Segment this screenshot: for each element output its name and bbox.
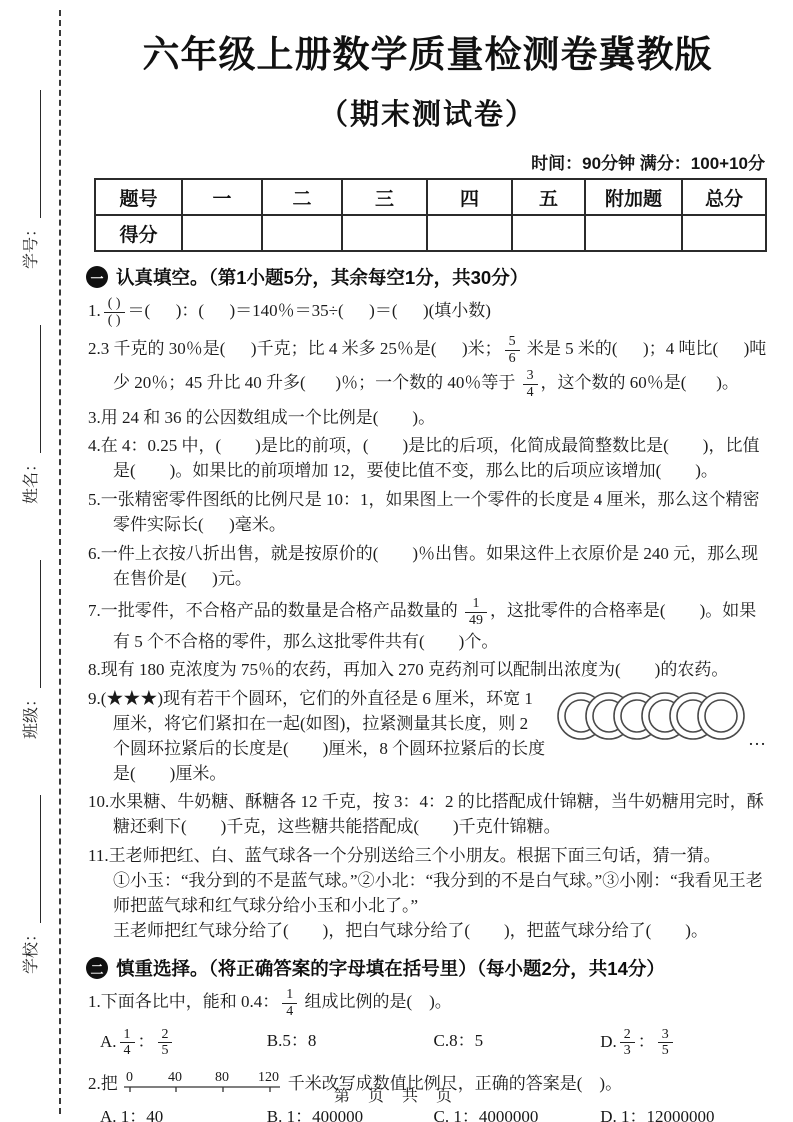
score-header-cell: 一: [182, 179, 262, 215]
class-blank-line: [23, 560, 41, 688]
svg-text:0: 0: [125, 1069, 133, 1085]
fraction: $\frac{2}{5}$: [158, 1027, 173, 1059]
question-text: ：: [637, 1031, 655, 1051]
score-cell: [512, 215, 585, 251]
option-c: [434, 1026, 601, 1060]
class-label: 班级：: [22, 690, 40, 739]
question-text: 用 24 和 36 的公因数组成一个比例是( )。: [100, 407, 436, 427]
question-text: ＝( )：( )＝140％＝35÷( )＝( )(填小数): [127, 301, 491, 321]
option-c: C. 1：4000000: [433, 1106, 539, 1122]
question-text: A.: [100, 1031, 117, 1051]
fill-question-6: 6.一件上衣按八折出售，就是按原价的( )％出售。如果这件上衣原价是 240 元，那么现在售价是( )元。: [88, 543, 759, 588]
student-id-label: 学号：: [22, 220, 40, 269]
fraction: $\frac{( )}{( )}$: [104, 296, 125, 328]
option-a: A. 1：40: [100, 1106, 164, 1122]
fraction: $\frac{1}{4}$: [282, 987, 297, 1019]
time-and-score-info: 时间：90分钟 满分：100+10分: [531, 154, 765, 173]
page-footer: 第 页 共 页: [333, 1088, 459, 1105]
section-two-icon: 二: [86, 957, 108, 979]
option-a: [100, 1026, 267, 1060]
fraction: $\frac{5}{6}$: [505, 334, 520, 366]
question-text: ，这个数的 60％是( )。: [540, 373, 739, 393]
binding-margin: [2, 0, 56, 1122]
svg-text:40: 40: [167, 1069, 182, 1085]
svg-text:80: 80: [214, 1069, 229, 1085]
question-text: (★★★)现有若干个圆环，它们的外直径是 6 厘米，环宽 1 厘米，将它们紧扣在一起(如图)，拉紧测量其长度，则 2 个圆环拉紧后的长度是( )厘米，8 个圆环拉紧后的长度是( )厘米。: [100, 689, 546, 783]
score-header-cell: 二: [262, 179, 342, 215]
paper-subtitle: （期末测试卷）: [318, 99, 536, 131]
question-text: D.: [600, 1031, 617, 1051]
student-id-blank-line: [23, 90, 41, 218]
name-label: 姓名：: [22, 455, 40, 504]
question-text: 3 千克的 30％是( )千克；比 4 米多 25％是( )米；: [100, 339, 502, 359]
rings-figure: [556, 689, 767, 752]
section-one-icon: 一: [86, 266, 108, 288]
score-table: [94, 178, 767, 252]
question-text: 王老师把红、白、蓝气球各一个分别送给三个小朋友。根据下面三句话，猜一猜。: [108, 846, 721, 866]
fraction: $\frac{3}{5}$: [658, 1027, 673, 1059]
fill-question-1: 1. $\frac{( )}{( )}$ ＝( )：( )＝140％＝35÷( )＝( )(填小数): [88, 296, 491, 328]
fill-question-5: 5.一张精密零件图纸的比例尺是 10：1，如果图上一个零件的长度是 4 厘米，那么这个精密零件实际长( )毫米。: [88, 490, 760, 534]
fill-question-4: 4.在 4：0.25 中，( )是比的前项，( )是比的后项，化简成最简整数比是( )，比值是( )。如果比的前项增加 12，要使比值不变，那么比的后项应该增加( )。: [88, 436, 760, 481]
score-cell: [262, 215, 342, 251]
fill-question-10: 10.水果糖、牛奶糖、酥糖各 12 千克，按 3：4：2 的比搭配成什锦糖，当牛奶糖用完时，酥糖还剩下( )千克，这些糖共能搭配成( )千克什锦糖。: [88, 792, 764, 837]
score-header-cell: 四: [427, 179, 512, 215]
question-text: 水果糖、牛奶糖、酥糖各 12 千克，按 3：4：2 的比搭配成什锦糖，当牛奶糖用完时，酥糖还剩下( )千克，这些糖共能搭配成( )千克什锦糖。: [109, 792, 764, 837]
score-header-cell: 五: [512, 179, 585, 215]
fill-question-3: 3.用 24 和 36 的公因数组成一个比例是( )。: [88, 407, 436, 427]
ellipsis: …: [748, 729, 767, 750]
choice-question-2: 2.把 0 40 80 120 千米改写成数值比例尺，正确的答案是( )。: [88, 1068, 767, 1097]
binding-dashed-line: [59, 10, 61, 1114]
school-label: 学校：: [22, 925, 40, 974]
score-cell: [427, 215, 512, 251]
fill-question-11: 11.王老师把红、白、蓝气球各一个分别送给三个小朋友。根据下面三句话，猜一猜。 ①小玉：“我分到的不是蓝气球。”②小北：“我分到的不是白气球。”③小刚：“我看见王老师把蓝气球和红气球分给小玉和小北了。” 王老师把红气球分给了( )，把白气球分给了( )，把蓝气球分给了( )。: [88, 846, 763, 940]
question-text: C.8：5: [433, 1030, 484, 1050]
section-2-heading: 慎重选择。（将正确答案的字母填在括号里）（每小题2分，共14分）: [116, 958, 665, 980]
fraction: $\frac{1}{49}$: [465, 596, 487, 628]
name-blank-line: [23, 325, 41, 453]
question-text: ，这批零件的合格率是( )。如果有 5 个不合格的零件，那么这批零件共有( )个。: [113, 601, 757, 651]
fill-question-9: … 9.(★★★)现有若干个圆环，它们的外直径是 6 厘米，环宽 1 厘米，将它们紧扣在一起(如图)，拉紧测量其长度，则 2 个圆环拉紧后的长度是( )厘米，8 个圆环拉紧后的长度是( )厘米。: [88, 689, 767, 783]
sidebar-field-school: [18, 795, 41, 974]
fill-question-8: 8.现有 180 克浓度为 75％的农药，再加入 270 克药剂可以配制出浓度为( )的农药。: [88, 660, 729, 680]
question-text: B.5：8: [266, 1030, 317, 1050]
score-cell: [182, 215, 262, 251]
score-header-cell: 总分: [682, 179, 766, 215]
question-text: 一件上衣按八折出售，就是按原价的( )％出售。如果这件上衣原价是 240 元，那么现在售价是( )元。: [100, 543, 759, 588]
fraction: $\frac{1}{4}$: [120, 1027, 135, 1059]
paper-title: 六年级上册数学质量检测卷冀教版: [142, 34, 713, 75]
interlocked-rings-icon: [556, 689, 748, 743]
choice-question-1: 1.下面各比中，能和 0.4： $\frac{1}{4}$ 组成比例的是( )。: [88, 987, 452, 1019]
question-text: 下面各比中，能和 0.4：: [100, 992, 280, 1012]
score-table-header-row: [95, 179, 766, 215]
question-text: 一批零件，不合格产品的数量是合格产品数量的: [100, 601, 462, 621]
section-2-header: [86, 955, 767, 981]
question-text: ：: [137, 1031, 155, 1051]
section-1-header: [86, 264, 767, 290]
score-table-score-row: [95, 215, 766, 251]
sidebar-field-student-id: [18, 90, 41, 269]
score-header-cell: 题号: [95, 179, 182, 215]
svg-text:120: 120: [257, 1069, 279, 1085]
fraction: $\frac{2}{3}$: [620, 1027, 635, 1059]
option-b: [267, 1026, 434, 1060]
fraction: $\frac{3}{4}$: [523, 368, 538, 400]
question-text: 组成比例的是( )。: [300, 992, 452, 1012]
question-text: 米是 5 米的( )；4 吨比( )吨少 20％；45 升比 40 升多( )％；一个数的 40％等于: [113, 339, 767, 393]
score-cell: [342, 215, 427, 251]
sidebar-field-class: [18, 560, 41, 739]
score-header-cell: 三: [342, 179, 427, 215]
school-blank-line: [23, 795, 41, 923]
paper-content: [88, 0, 767, 1122]
option-d: [600, 1026, 767, 1060]
question-text: 一张精密零件图纸的比例尺是 10：1，如果图上一个零件的长度是 4 厘米，那么这个精密零件实际长( )毫米。: [100, 490, 760, 534]
sidebar-field-name: [18, 325, 41, 504]
option-d: D. 1：12000000: [600, 1106, 715, 1122]
score-cell: [585, 215, 682, 251]
fill-question-7: 7.一批零件，不合格产品的数量是合格产品数量的 $\frac{1}{49}$ ，这批零件的合格率是( )。如果有 5 个不合格的零件，那么这批零件共有( )个。: [88, 596, 757, 651]
score-row-label: 得分: [95, 215, 182, 251]
option-b: B. 1：400000: [266, 1106, 364, 1122]
question-text: 在 4：0.25 中，( )是比的前项，( )是比的后项，化简成最简整数比是( )，比值是( )。如果比的前项增加 12，要使比值不变，那么比的后项应该增加( )。: [100, 436, 760, 481]
fill-question-2: 2.3 千克的 30％是( )千克；比 4 米多 25％是( )米； $\frac{5}{6}$ 米是 5 米的( )；4 吨比( )吨少 20％；45 升比 40 升多( )％；一个数的 40％等于 $\frac{3}{4}$ ，这个数的 60％是( )。: [88, 334, 767, 401]
choice-question-1-options: [88, 1026, 767, 1060]
score-header-cell: 附加题: [585, 179, 682, 215]
question-text: ①小玉：“我分到的不是蓝气球。”②小北：“我分到的不是白气球。”③小刚：“我看见王老师把蓝气球和红气球分给小玉和小北了。”: [113, 870, 763, 915]
question-text: 现有 180 克浓度为 75％的农药，再加入 270 克药剂可以配制出浓度为( )的农药。: [100, 660, 729, 680]
section-1-heading: 认真填空。（第1小题5分，其余每空1分，共30分）: [116, 267, 529, 288]
question-text: 王老师把红气球分给了( )，把白气球分给了( )，把蓝气球分给了( )。: [113, 920, 708, 940]
score-cell: [682, 215, 766, 251]
